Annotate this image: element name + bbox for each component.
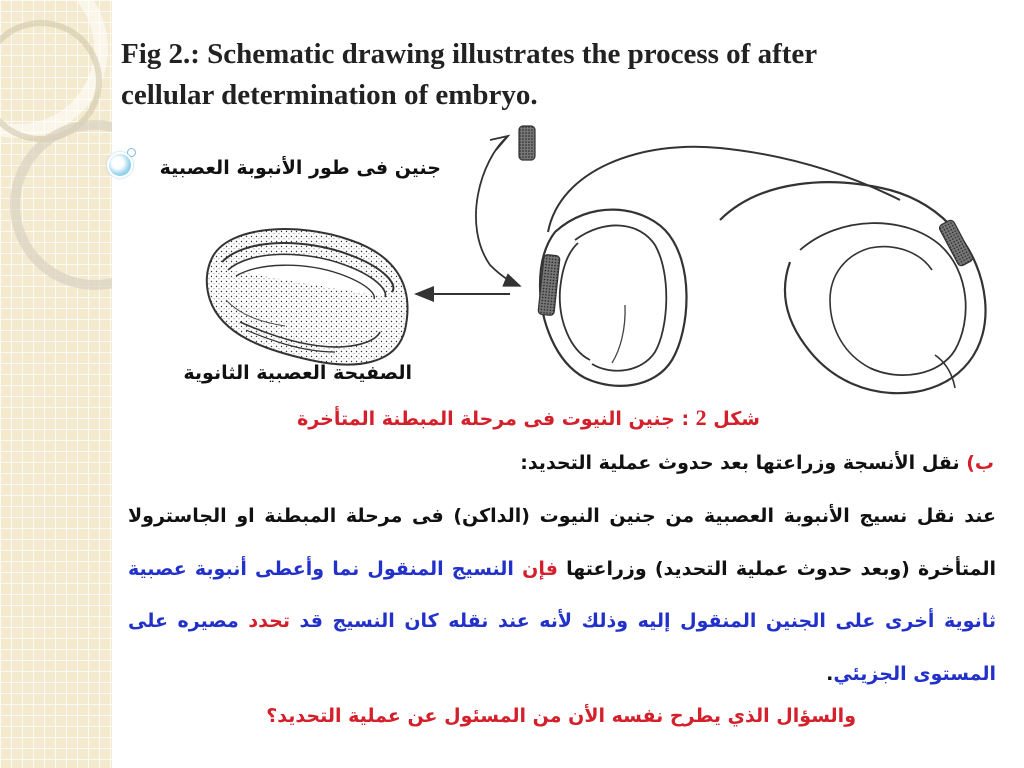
figure-caption (297, 405, 760, 431)
closing-question: والسؤال الذي يطرح نفسه الأن من المسئول عن عملية التحديد؟ (266, 705, 856, 727)
neural-tube-embryo-label: جنين فى طور الأنبوبة العصبية (159, 157, 441, 179)
caption-number: 2 (695, 405, 707, 430)
curved-transfer-arrow (476, 136, 520, 286)
body-part-6: . (826, 662, 834, 685)
secondary-neural-plate-label: الصفيحة العصبية الثانوية (183, 362, 412, 384)
body-paragraph (128, 490, 996, 700)
body-part-2: فإن (522, 557, 558, 580)
body-part-4: تحدد (248, 610, 290, 632)
slide-title: Fig 2.: Schematic drawing illustrates the process of after cellular determination of embryo. (121, 38, 817, 111)
section-heading-text: نقل الأنسجة وزراعتها بعد حدوث عملية التحديد: (520, 452, 960, 474)
excised-tissue-piece (519, 126, 535, 160)
body-part-1: عند نقل نسيج الأنبوبة العصبية من جنين النيوت (الداكن) فى مرحلة المبطنة او الجاسترولا المتأخرة (وبعد حدوث عملية التحديد) وزراعتها (128, 505, 996, 580)
section-heading (520, 452, 994, 474)
caption-prefix: شكل (713, 408, 760, 430)
section-marker: ب) (966, 452, 994, 474)
body-part-3: النسيج المنقول نما وأعطى أنبوبة عصبية ثانوية أخرى على الجنين المنقول إليه وذلك لأنه عند نقله كان النسيج قد (128, 557, 996, 632)
right-embryo-drawing (720, 182, 986, 393)
donor-embryo-drawing (538, 210, 687, 386)
body-part-5: مصيره على المستوى الجزيئي (128, 610, 996, 685)
host-embryo-drawing (207, 229, 408, 364)
caption-text: : جنين النيوت فى مرحلة المبطنة المتأخرة (297, 408, 690, 430)
